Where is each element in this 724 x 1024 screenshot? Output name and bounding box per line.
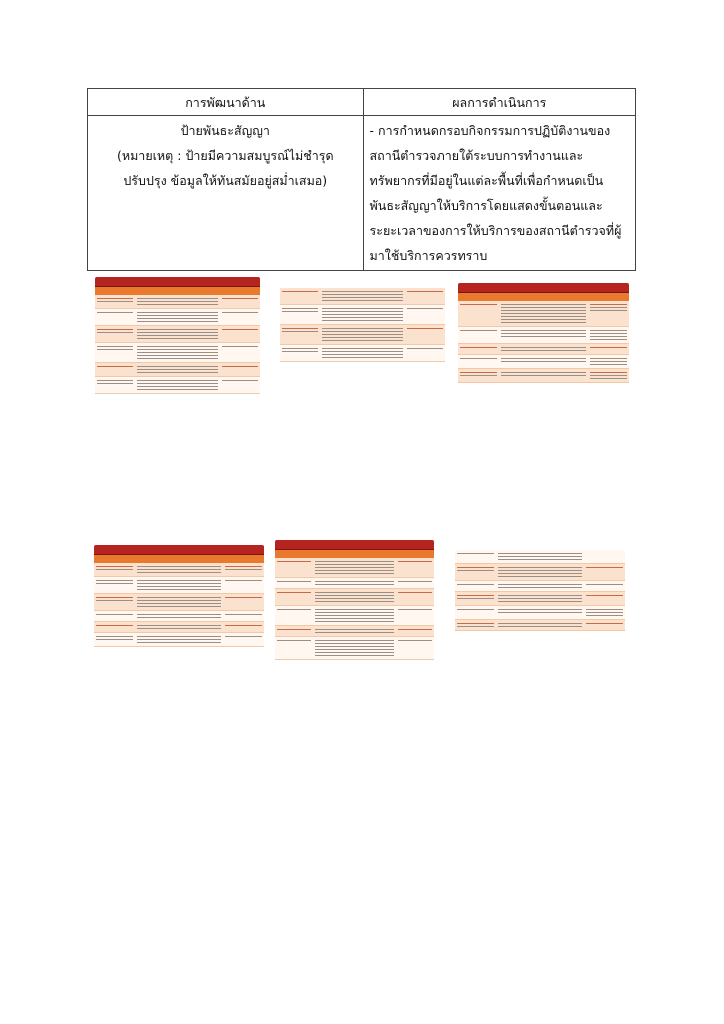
sign-banner	[458, 283, 629, 293]
sign-table-header	[94, 555, 264, 563]
sign-title: ป้ายพันธะสัญญา	[180, 123, 270, 138]
commitment-sign-image-6	[455, 550, 625, 720]
sign-banner	[275, 540, 434, 550]
table-body-row	[88, 116, 636, 271]
header-development-area: การพัฒนาด้าน	[88, 89, 364, 116]
sign-banner	[95, 277, 260, 287]
operation-result-cell: - การกำหนดกรอบกิจกรรมการปฏิบัติงานของสถานีตำรวจภายใต้ระบบการทำงานและทรัพยากรที่มีอยู่ในแต่ละพื้นที่เพื่อกำหนดเป็นพันธะสัญญาให้บริการโดยแสดงขั้นตอนและระยะเวลาของการให้บริการของสถานีตำรวจที่ผู้มาใช้บริการควรทราบ	[363, 116, 635, 271]
development-area-cell	[88, 116, 364, 271]
commitment-sign-image-2	[280, 288, 445, 458]
commitment-sign-image-3	[458, 283, 629, 463]
commitment-sign-image-5	[275, 540, 434, 737]
commitment-sign-image-4	[94, 545, 264, 723]
sign-table-header	[95, 287, 260, 295]
header-operation-result: ผลการดำเนินการ	[363, 89, 635, 116]
sign-table-header	[275, 550, 434, 558]
sign-note: (หมายเหตุ : ป้ายมีความสมบูรณ์ไม่ชำรุด ปรับปรุง ข้อมูลให้ทันสมัยอยู่สม่ำเสมอ)	[116, 148, 334, 188]
sign-banner	[94, 545, 264, 555]
commitment-sign-table	[87, 88, 636, 271]
sign-table-header	[458, 293, 629, 301]
commitment-sign-image-1	[95, 277, 260, 468]
table-header-row	[88, 89, 636, 116]
